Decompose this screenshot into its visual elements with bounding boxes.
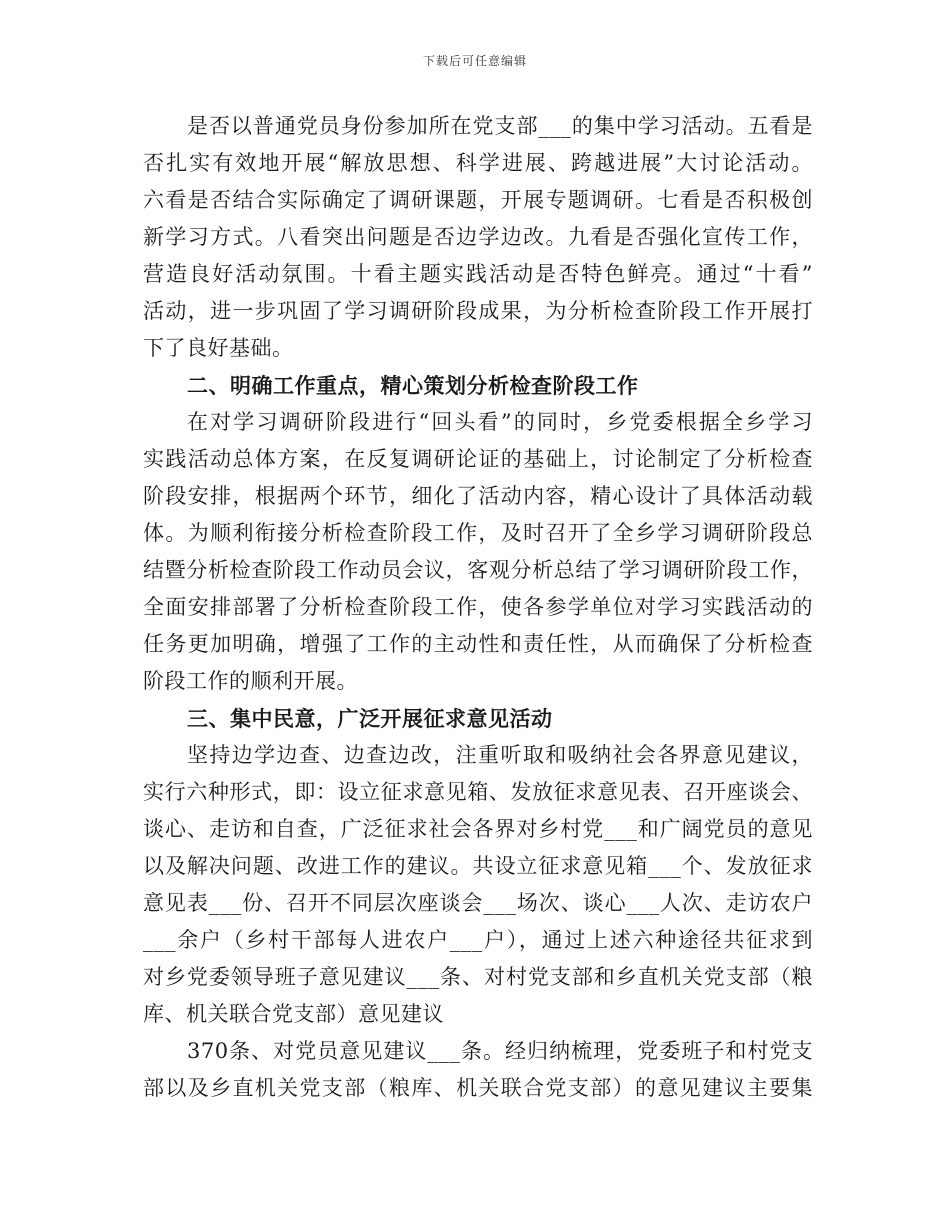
- text-line: 全面安排部署了分析检查阶段工作，使各参学单位对学习实践活动的: [143, 595, 813, 619]
- text-line: 下了良好基础。: [143, 336, 294, 360]
- text-line: 任务更加明确，增强了工作的主动性和责任性，从而确保了分析检查: [143, 632, 813, 656]
- text-line: 阶段安排，根据两个环节，细化了活动内容，精心设计了具体活动载: [143, 484, 813, 508]
- text-line: 阶段工作的顺利开展。: [143, 669, 358, 693]
- page-header: 下载后可任意编辑: [422, 54, 527, 68]
- text-line: 在对学习调研阶段进行“回头看”的同时，乡党委根据全乡学习: [187, 410, 813, 434]
- text-line: ___余户（乡村干部每人进农户___户），通过上述六种途径共征求到: [143, 928, 813, 952]
- text-line: 370条、对党员意见建议___条。经归纳梳理，党委班子和村党支: [187, 1039, 813, 1063]
- text-line: 谈心、走访和自查，广泛征求社会各界对乡村党___和广阔党员的意见: [143, 817, 813, 841]
- text-line: 库、机关联合党支部）意见建议: [143, 1002, 444, 1026]
- text-line: 活动，进一步巩固了学习调研阶段成果，为分析检查阶段工作开展打: [143, 299, 813, 323]
- document-body: [143, 108, 813, 1107]
- text-line: 营造良好活动氛围。十看主题实践活动是否特色鲜亮。通过“十看”: [143, 262, 813, 286]
- text-line: 部以及乡直机关党支部（粮库、机关联合党支部）的意见建议主要集: [143, 1076, 813, 1100]
- section-heading: 二、明确工作重点，精心策划分析检查阶段工作: [187, 373, 639, 398]
- text-line: 意见表___份、召开不同层次座谈会___场次、谈心___人次、走访农户: [143, 891, 813, 915]
- text-line: 新学习方式。八看突出问题是否边学边改。九看是否强化宣传工作，: [143, 225, 813, 249]
- text-line: 六看是否结合实际确定了调研课题，开展专题调研。七看是否积极创: [143, 188, 813, 212]
- text-line: 以及解决问题、改进工作的建议。共设立征求意见箱___个、发放征求: [143, 854, 813, 878]
- text-line: 对乡党委领导班子意见建议___条、对村党支部和乡直机关党支部（粮: [143, 965, 813, 989]
- text-line: 坚持边学边查、边查边改，注重听取和吸纳社会各界意见建议，: [187, 743, 813, 767]
- text-line: 否扎实有效地开展“解放思想、科学进展、跨越进展”大讨论活动。: [143, 151, 813, 175]
- text-line: 结暨分析检查阶段工作动员会议，客观分析总结了学习调研阶段工作，: [143, 558, 813, 582]
- text-line: 体。为顺利衔接分析检查阶段工作，及时召开了全乡学习调研阶段总: [143, 521, 813, 545]
- section-heading: 三、集中民意，广泛开展征求意见活动: [187, 706, 553, 731]
- text-line: 实行六种形式，即：设立征求意见箱、发放征求意见表、召开座谈会、: [143, 780, 813, 804]
- text-line: 是否以普通党员身份参加所在党支部___的集中学习活动。五看是: [187, 114, 813, 138]
- text-line: 实践活动总体方案，在反复调研论证的基础上，讨论制定了分析检查: [143, 447, 813, 471]
